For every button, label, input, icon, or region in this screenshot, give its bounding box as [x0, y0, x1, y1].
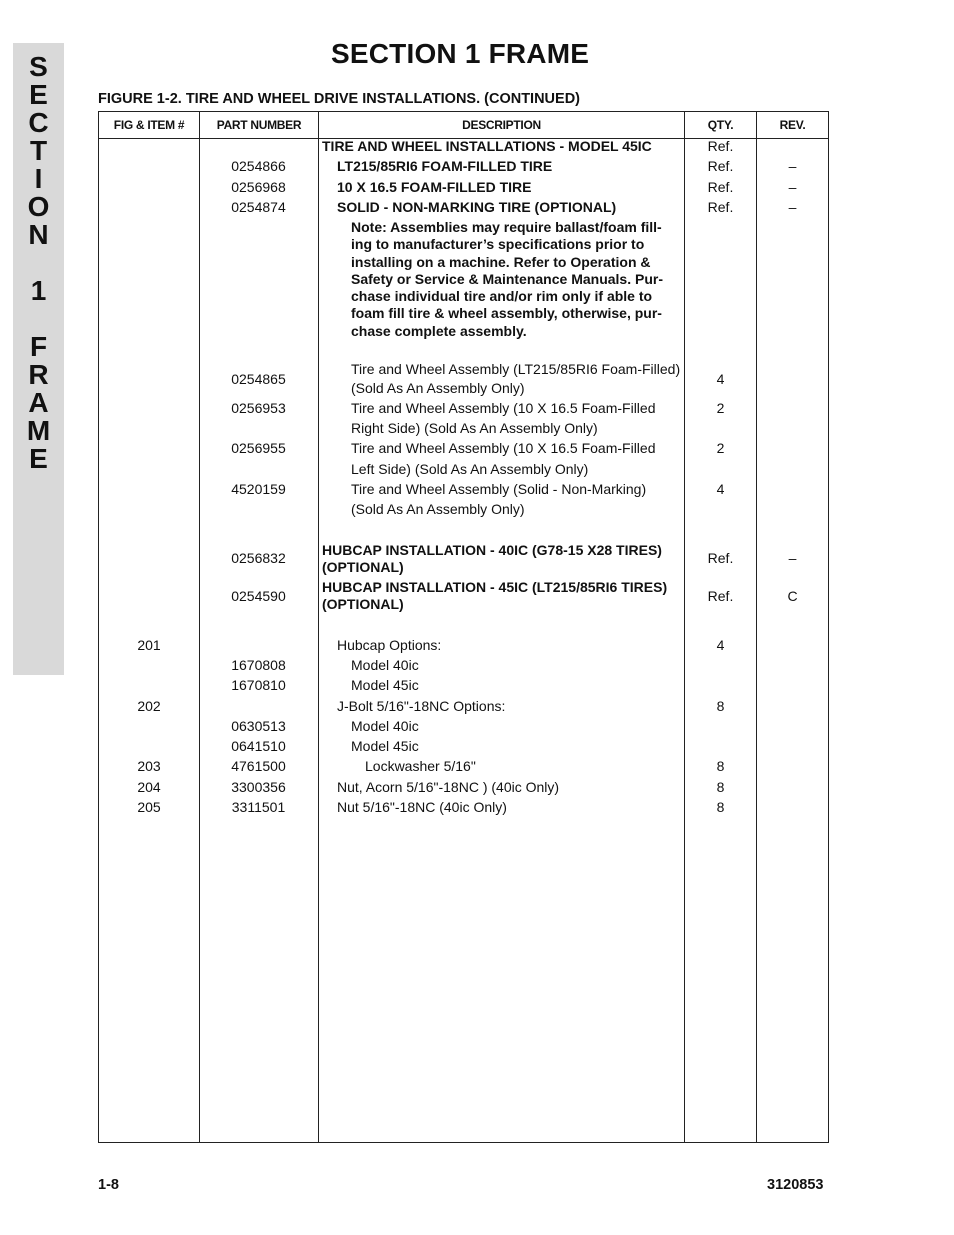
header-fig-item: FIG & ITEM #: [113, 118, 185, 132]
table-row-description: J-Bolt 5/16"-18NC Options:: [337, 698, 506, 714]
table-row-description: Lockwasher 5/16": [365, 758, 476, 774]
table-row-rev: –: [788, 179, 797, 195]
table-row-description: TIRE AND WHEEL INSTALLATIONS - MODEL 45IC: [322, 138, 652, 154]
assembly-note: Note: Assemblies may require ballast/foam fill-ing to manufacturer’s specifications prior to installing on a machine. Refer to Operation & Safety or Service & Maintenance Manuals. Pur-chase individual tire and/or rim only if able to foam fill tire & wheel assembly, otherwise, pur-chase complete assembly.: [351, 219, 663, 339]
table-row-fig: 205: [137, 799, 161, 815]
side-tab-letter: N: [28, 219, 49, 250]
figure-title: FIGURE 1-2. TIRE AND WHEEL DRIVE INSTALLATIONS. (CONTINUED): [98, 91, 580, 107]
table-row-description: Tire and Wheel Assembly (10 X 16.5 Foam-Filled: [351, 440, 656, 456]
document-number: 3120853: [767, 1177, 824, 1193]
parts-table: [98, 111, 829, 1143]
side-tab-letter: A: [28, 387, 49, 418]
section-side-tab: [13, 43, 64, 675]
table-row-description: Model 40ic: [351, 718, 419, 734]
table-row-part: 0256955: [231, 440, 286, 456]
table-row-qty: 2: [716, 440, 725, 456]
table-row-description-cont: (OPTIONAL): [322, 559, 404, 575]
table-row-description: SOLID - NON-MARKING TIRE (OPTIONAL): [337, 199, 617, 215]
table-row-description: Hubcap Options:: [337, 637, 442, 653]
header-description: DESCRIPTION: [462, 118, 541, 132]
table-row-rev: –: [788, 158, 797, 174]
table-row-rev: C: [787, 588, 798, 604]
side-tab-letter: E: [29, 443, 48, 474]
table-row-part: 0254590: [231, 588, 286, 604]
table-row-description: HUBCAP INSTALLATION - 45IC (LT215/85RI6 TIRES): [322, 579, 668, 595]
header-rev: REV.: [779, 118, 806, 132]
table-row-fig: 201: [137, 637, 161, 653]
side-tab-letter: C: [28, 107, 49, 138]
table-row-qty: Ref.: [707, 138, 734, 154]
page-number: 1-8: [98, 1177, 119, 1193]
table-row-rev: –: [788, 550, 797, 566]
table-row-part: 0641510: [231, 738, 286, 754]
table-row-qty: 8: [716, 758, 725, 774]
table-row-description: Model 40ic: [351, 657, 419, 673]
side-tab-letter: I: [34, 163, 43, 194]
side-tab-letter: F: [29, 331, 48, 362]
table-row-part: 0256968: [231, 179, 286, 195]
table-row-description-cont: Right Side) (Sold As An Assembly Only): [351, 420, 598, 436]
table-row-description: Nut 5/16"-18NC (40ic Only): [337, 799, 507, 815]
table-row-description: Model 45ic: [351, 677, 419, 693]
table-row-part: 0256953: [231, 400, 286, 416]
table-row-part: 4761500: [231, 758, 286, 774]
table-row-part: 0254874: [231, 199, 286, 215]
table-row-part: 0254866: [231, 158, 286, 174]
table-row-qty: 2: [716, 400, 725, 416]
column-divider: [199, 112, 200, 1142]
table-row-description: HUBCAP INSTALLATION - 40IC (G78-15 X28 TIRES): [322, 542, 662, 558]
table-row-qty: Ref.: [707, 550, 734, 566]
table-row-part: 0256832: [231, 550, 286, 566]
table-row-part: 4520159: [231, 481, 286, 497]
table-row-qty: 4: [716, 637, 725, 653]
table-row-part: 0630513: [231, 718, 286, 734]
table-row-qty: Ref.: [707, 588, 734, 604]
column-divider: [318, 112, 319, 1142]
page-title: SECTION 1 FRAME: [331, 38, 590, 69]
header-qty: QTY.: [707, 118, 734, 132]
table-row-fig: 204: [137, 779, 161, 795]
table-row-fig: 202: [137, 698, 161, 714]
table-row-description-cont: (Sold As An Assembly Only): [351, 380, 525, 396]
table-row-qty: 8: [716, 698, 725, 714]
table-row-description: LT215/85RI6 FOAM-FILLED TIRE: [337, 158, 553, 174]
table-row-qty: 8: [716, 779, 725, 795]
table-row-qty: 8: [716, 799, 725, 815]
table-row-part: 3300356: [231, 779, 286, 795]
side-tab-letter: E: [29, 79, 48, 110]
table-row-qty: Ref.: [707, 158, 734, 174]
side-tab-letter: R: [28, 359, 49, 390]
side-tab-letter: M: [26, 415, 51, 446]
table-row-description: Model 45ic: [351, 738, 419, 754]
column-divider: [756, 112, 757, 1142]
side-tab-letter: 1: [30, 275, 47, 306]
table-row-description-cont: Left Side) (Sold As An Assembly Only): [351, 461, 589, 477]
table-row-part: 1670810: [231, 677, 286, 693]
table-row-qty: Ref.: [707, 179, 734, 195]
table-row-qty: 4: [716, 481, 725, 497]
table-row-description: Tire and Wheel Assembly (10 X 16.5 Foam-Filled: [351, 400, 656, 416]
table-row-description: Tire and Wheel Assembly (Solid - Non-Marking): [351, 481, 647, 497]
side-tab-letter: S: [29, 51, 48, 82]
table-row-part: 0254865: [231, 371, 286, 387]
side-tab-letter: O: [27, 191, 50, 222]
table-row-description-cont: (OPTIONAL): [322, 596, 404, 612]
table-row-qty: Ref.: [707, 199, 734, 215]
table-row-qty: 4: [716, 371, 725, 387]
table-row-description: Nut, Acorn 5/16"-18NC ) (40ic Only): [337, 779, 560, 795]
table-row-description-cont: (Sold As An Assembly Only): [351, 501, 525, 517]
side-tab-letter: T: [29, 135, 48, 166]
table-row-rev: –: [788, 199, 797, 215]
table-row-description: Tire and Wheel Assembly (LT215/85RI6 Foam-Filled): [351, 361, 681, 377]
table-row-description: 10 X 16.5 FOAM-FILLED TIRE: [337, 179, 532, 195]
table-row-part: 3311501: [231, 799, 286, 815]
header-part-number: PART NUMBER: [216, 118, 302, 132]
column-divider: [684, 112, 685, 1142]
table-row-fig: 203: [137, 758, 161, 774]
table-row-part: 1670808: [231, 657, 286, 673]
